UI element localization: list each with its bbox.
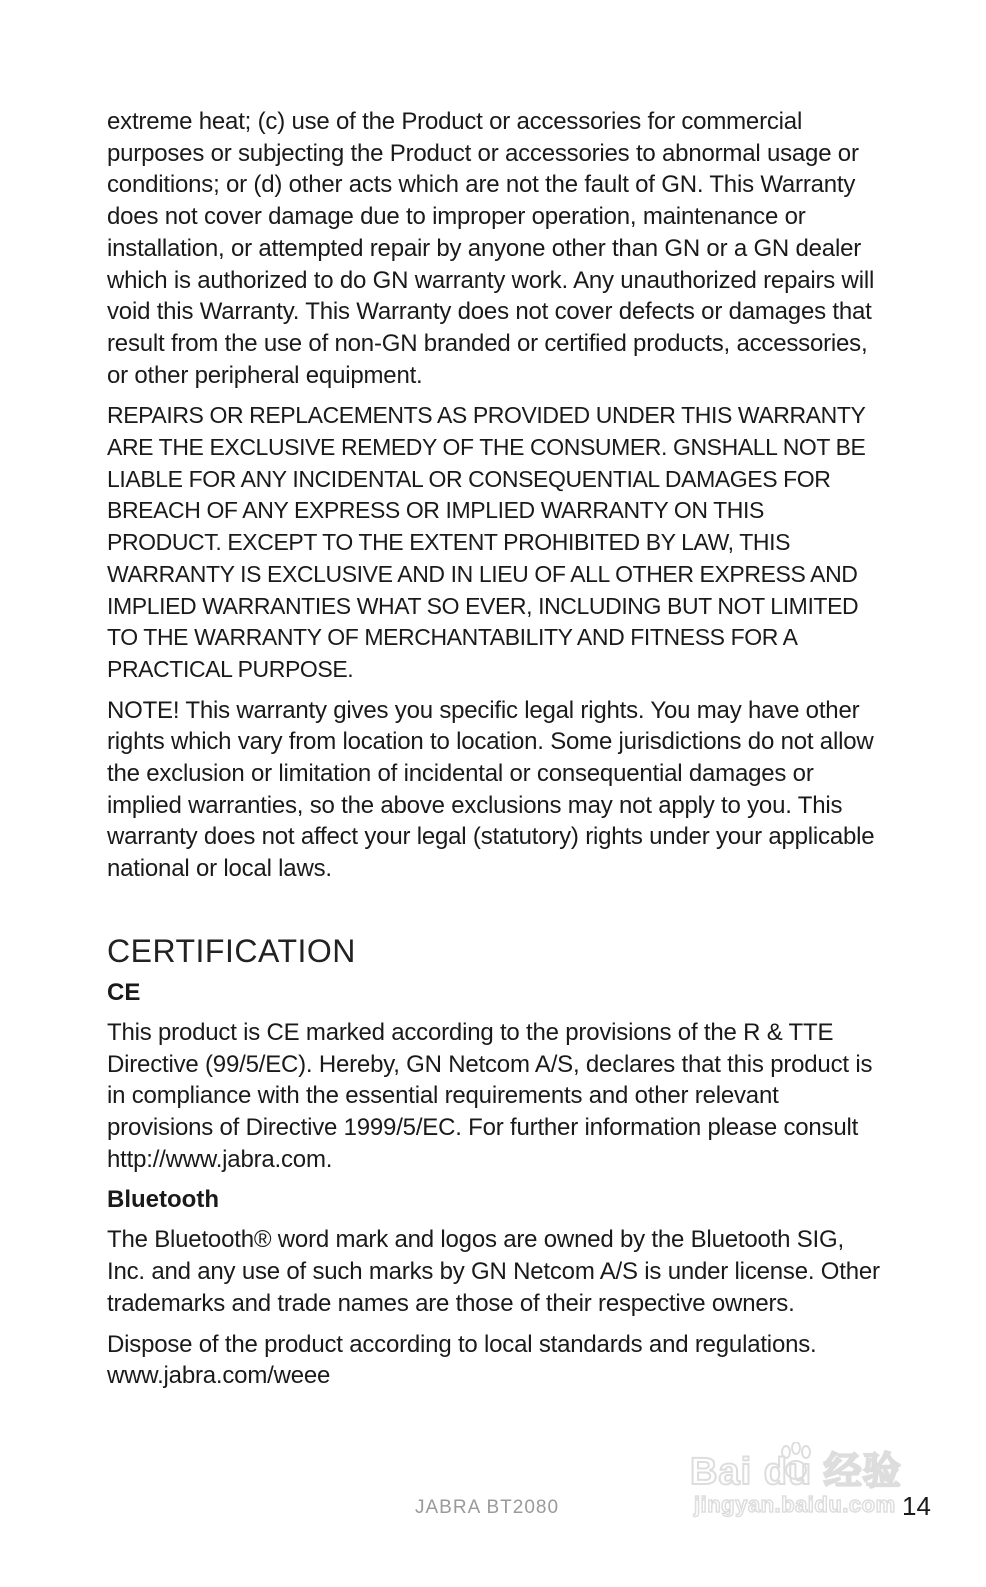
watermark-site: jingyan.baidu.com	[694, 1492, 896, 1517]
warranty-paragraph-2: REPAIRS OR REPLACEMENTS AS PROVIDED UNDER THIS WARRANTY ARE THE EXCLUSIVE REMEDY OF THE CONSUMER. GNSHALL NOT BE LIABLE FOR ANY INCIDENTAL OR CONSEQUENTIAL DAMAGES FOR BREACH OF ANY EXPRESS OR IMPLIED WARRANTY ON THIS PRODUCT. EXCEPT TO THE EXTENT PROHIBITED BY LAW, THIS WARRANTY IS EXCLUSIVE AND IN LIEU OF ALL OTHER EXPRESS AND IMPLIED WARRANTIES WHAT SO EVER, INCLUDING BUT NOT LIMITED TO THE WARRANTY OF MERCHANTABILITY AND FITNESS FOR A PRACTICAL PURPOSE.	[107, 402, 866, 682]
warranty-paragraph-3: NOTE! This warranty gives you specific legal rights. You may have other rights which vary from location to location. Some jurisdictions do not allow the exclusion or limitation of incidental or consequential damages or implied warranties, so the above exclusions may not apply to you. This warranty does not affect your legal (statutory) rights under your applicable national or local laws.	[107, 696, 875, 883]
dispose-paragraph	[107, 1329, 882, 1392]
paw-icon	[778, 1442, 814, 1482]
page-number: 14	[902, 1491, 931, 1521]
certification-title: CERTIFICATION	[107, 932, 356, 969]
weee-link[interactable]: www.jabra.com/weee	[107, 1362, 331, 1390]
watermark-brand: Bai du 经验	[690, 1451, 902, 1493]
bluetooth-heading: Bluetooth	[107, 1186, 219, 1214]
bluetooth-paragraph: The Bluetooth® word mark and logos are owned by the Bluetooth SIG, Inc. and any use of such marks by GN Netcom A/S is under license. Other trademarks and trade names are those of their respective owners.	[107, 1226, 880, 1317]
warranty-paragraph-1: extreme heat; (c) use of the Product or accessories for commercial purposes or subjecting the Product or accessories to abnormal usage or conditions; or (d) other acts which are not the fault of GN. This Warranty does not cover damage due to improper operation, maintenance or installation, or attempted repair by anyone other than GN or a GN dealer which is authorized to do GN warranty work. Any unauthorized repairs will void this Warranty. This Warranty does not cover defects or damages that result from the use of non-GN branded or certified products, accessories, or other peripheral equipment.	[107, 108, 875, 389]
ce-paragraph: This product is CE marked according to the provisions of the R & TTE Directive (99/5/EC). Hereby, GN Netcom A/S, declares that this product is in compliance with the essential requirements and other relevant provisions of Directive 1999/5/EC. For further information please consult http://www.jabra.com.	[107, 1018, 873, 1173]
footer-product-name: JABRA BT2080	[415, 1497, 560, 1518]
ce-heading: CE	[107, 978, 141, 1006]
dispose-text: Dispose of the product according to local standards and regulations.	[107, 1330, 817, 1358]
baidu-watermark	[690, 1440, 920, 1530]
page-content	[107, 106, 882, 1401]
